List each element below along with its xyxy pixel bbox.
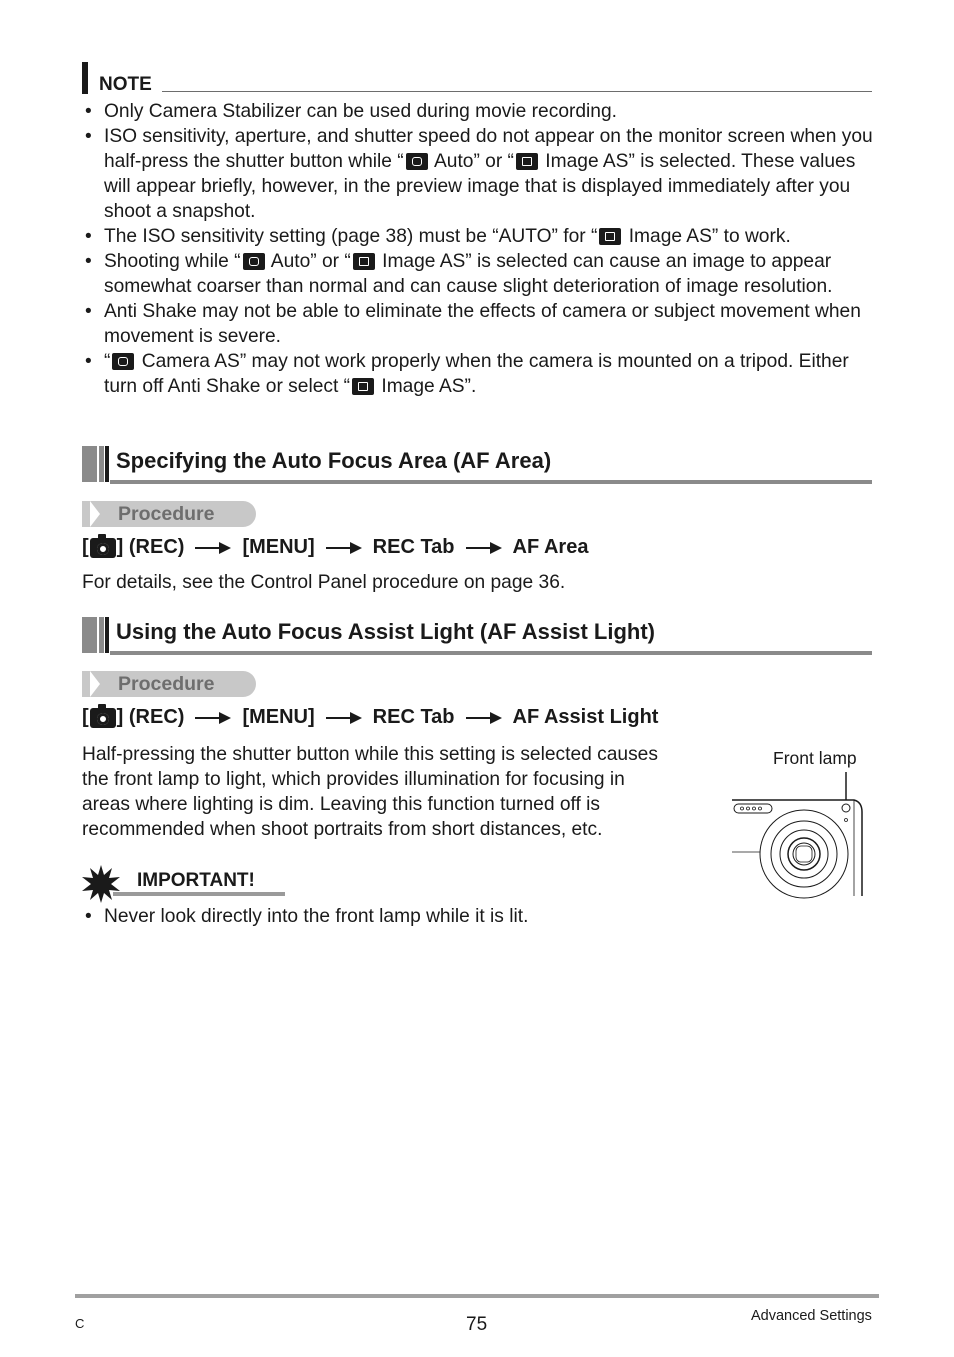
rec-label: ] (REC) <box>116 536 185 558</box>
arrow-right-icon <box>195 542 231 554</box>
description-line: Half-pressing the shutter button while this setting is selected causes <box>82 744 658 765</box>
list-item: • Never look directly into the front lamp while it is lit. <box>82 904 528 929</box>
footer-language-code: C <box>75 1316 85 1331</box>
important-underline <box>113 892 285 896</box>
footer-section-name: Advanced Settings <box>751 1308 872 1324</box>
page-number: 75 <box>466 1314 488 1335</box>
menu-path-af-area <box>82 536 588 559</box>
list-item: • “ Camera AS” may not work properly when the camera is mounted on a tripod. Either turn off Anti Shake or select “ Image AS”. <box>82 349 882 399</box>
arrow-right-icon <box>195 712 231 724</box>
target-setting-label: AF Assist Light <box>512 706 659 728</box>
description-line: areas where lighting is dim. Leaving this function turned off is <box>82 794 600 815</box>
rec-tab-label: REC Tab <box>372 536 455 558</box>
arrow-right-icon <box>326 712 362 724</box>
chevron-right-icon <box>90 671 100 697</box>
rec-tab-label: REC Tab <box>372 706 455 728</box>
list-item: • Shooting while “ Auto” or “ Image AS” is selected can cause an image to appear somewhat coarser than normal and can cause slight deterioration of image resolution. <box>82 249 882 299</box>
bracket-open: [ <box>82 706 89 728</box>
image-stabilize-mode-icon <box>516 153 538 170</box>
heading-underline <box>110 480 872 484</box>
arrow-right-icon <box>466 712 502 724</box>
hand-shake-mode-icon <box>406 153 428 170</box>
image-stabilize-mode-icon <box>599 228 621 245</box>
procedure-badge <box>82 671 256 697</box>
hand-shake-mode-icon <box>112 353 134 370</box>
list-item: • The ISO sensitivity setting (page 38) must be “AUTO” for “ Image AS” to work. <box>82 224 882 249</box>
section-heading-af-assist <box>82 617 872 655</box>
af-area-description: For details, see the Control Panel procedure on page 36. <box>82 572 566 593</box>
list-item: • Only Camera Stabilizer can be used during movie recording. <box>82 99 882 124</box>
camera-icon <box>90 708 116 728</box>
arrow-right-icon <box>466 542 502 554</box>
heading-underline <box>110 651 872 655</box>
chevron-right-icon <box>90 501 100 527</box>
target-setting-label: AF Area <box>512 536 589 558</box>
section-title: Specifying the Auto Focus Area (AF Area) <box>116 448 552 473</box>
arrow-right-icon <box>326 542 362 554</box>
section-title: Using the Auto Focus Assist Light (AF Assist Light) <box>116 619 655 644</box>
description-line: the front lamp to light, which provides illumination for focusing in <box>82 769 625 790</box>
image-stabilize-mode-icon <box>353 253 375 270</box>
heading-marker <box>82 617 110 653</box>
camera-icon <box>90 538 116 558</box>
important-list <box>82 904 528 929</box>
menu-label: [MENU] <box>242 536 315 558</box>
af-assist-description <box>82 742 658 842</box>
list-item: • Anti Shake may not be able to eliminate the effects of camera or subject movement when movement is severe. <box>82 299 882 349</box>
list-item: • ISO sensitivity, aperture, and shutter speed do not appear on the monitor screen when you half-press the shutter button while “ Auto” or “ Image AS” is selected. These values will appear briefly, however, in the preview image that is displayed immediately after you shoot a snapshot. <box>82 124 882 224</box>
section-heading-af-area <box>82 446 872 484</box>
important-heading: IMPORTANT! <box>137 870 255 891</box>
warning-burst-icon <box>82 865 120 903</box>
menu-path-af-assist <box>82 706 658 729</box>
rec-label: ] (REC) <box>116 706 185 728</box>
hand-shake-mode-icon <box>243 253 265 270</box>
image-stabilize-mode-icon <box>352 378 374 395</box>
procedure-label: Procedure <box>118 503 215 525</box>
note-divider <box>162 91 872 92</box>
bracket-open: [ <box>82 536 89 558</box>
description-line: recommended when shoot portraits from short distances, etc. <box>82 819 603 840</box>
footer-rule <box>75 1294 879 1298</box>
front-lamp-label: Front lamp <box>773 748 857 768</box>
camera-front-illustration <box>728 770 868 900</box>
note-heading: NOTE <box>99 74 152 95</box>
procedure-badge <box>82 501 256 527</box>
note-marker <box>82 62 88 94</box>
note-list <box>82 99 882 399</box>
menu-label: [MENU] <box>242 706 315 728</box>
heading-marker <box>82 446 110 482</box>
procedure-label: Procedure <box>118 673 215 695</box>
